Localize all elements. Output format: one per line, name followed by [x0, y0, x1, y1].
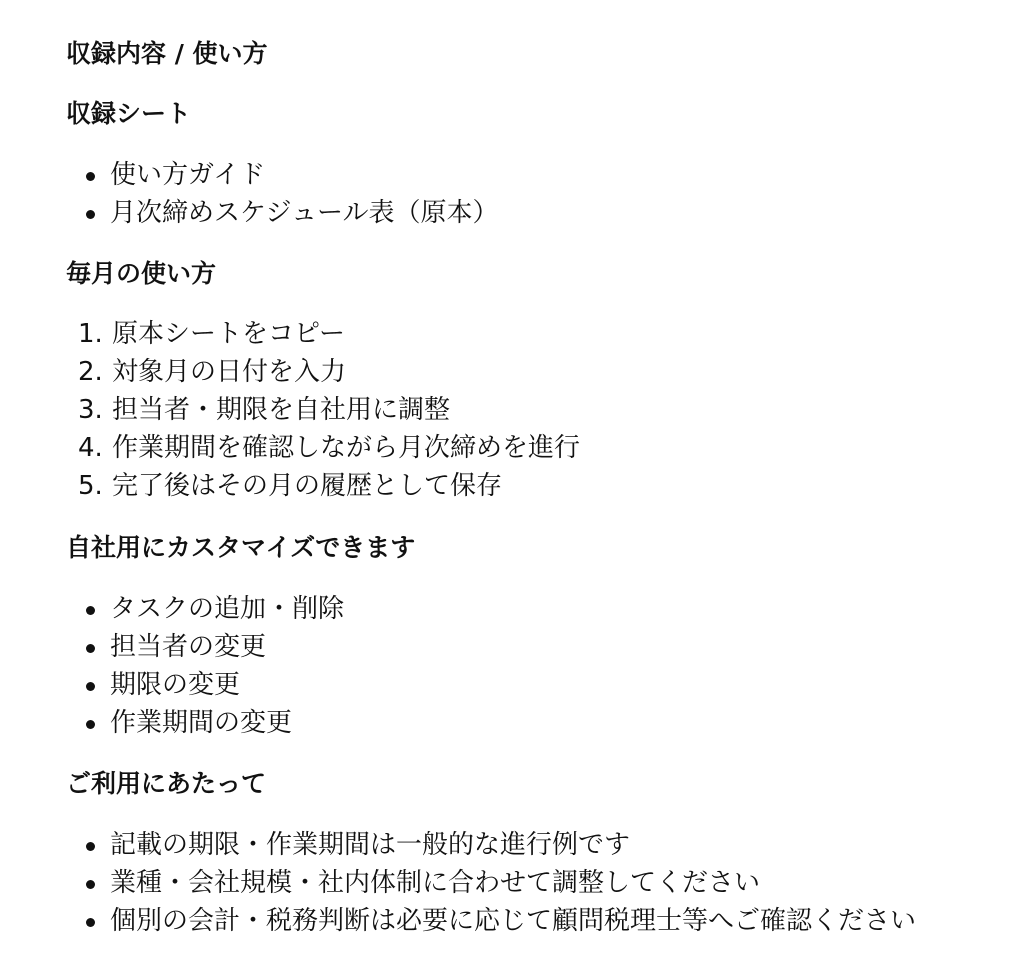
list-item: 期限の変更 [66, 666, 344, 704]
section-heading-customize: 自社用にカスタマイズできます [66, 533, 416, 562]
step-number: 2. [78, 357, 103, 387]
step-number: 4. [78, 433, 103, 463]
customize-list [66, 590, 344, 742]
list-item: 個別の会計・税務判断は必要に応じて顧問税理士等へご確認ください [66, 902, 916, 940]
list-item: 作業期間の変更 [66, 704, 344, 742]
step-text: 対象月の日付を入力 [112, 357, 347, 387]
list-item: 使い方ガイド [66, 156, 498, 194]
section-heading-sheets: 収録シート [66, 99, 192, 128]
step-text: 担当者・期限を自社用に調整 [112, 395, 451, 425]
sheets-list [66, 156, 498, 232]
step-text: 原本シートをコピー [112, 319, 345, 349]
section-heading-monthly-usage: 毎月の使い方 [66, 259, 217, 288]
list-item: 月次締めスケジュール表（原本） [66, 194, 498, 232]
list-item [66, 353, 580, 391]
step-text: 作業期間を確認しながら月次締めを進行 [112, 433, 581, 463]
list-item [66, 429, 580, 467]
notes-list [66, 826, 916, 940]
list-item: 業種・会社規模・社内体制に合わせて調整してください [66, 864, 916, 902]
list-item [66, 391, 580, 429]
page-title: 収録内容 / 使い方 [66, 39, 268, 68]
step-number: 5. [78, 471, 103, 501]
list-item [66, 467, 580, 505]
list-item: タスクの追加・削除 [66, 590, 344, 628]
list-item: 記載の期限・作業期間は一般的な進行例です [66, 826, 916, 864]
step-text: 完了後はその月の履歴として保存 [112, 471, 503, 501]
list-item: 担当者の変更 [66, 628, 344, 666]
section-heading-notes: ご利用にあたって [66, 769, 267, 798]
monthly-steps-list [66, 315, 580, 505]
step-number: 3. [78, 395, 103, 425]
step-number: 1. [78, 319, 103, 349]
list-item [66, 315, 580, 353]
